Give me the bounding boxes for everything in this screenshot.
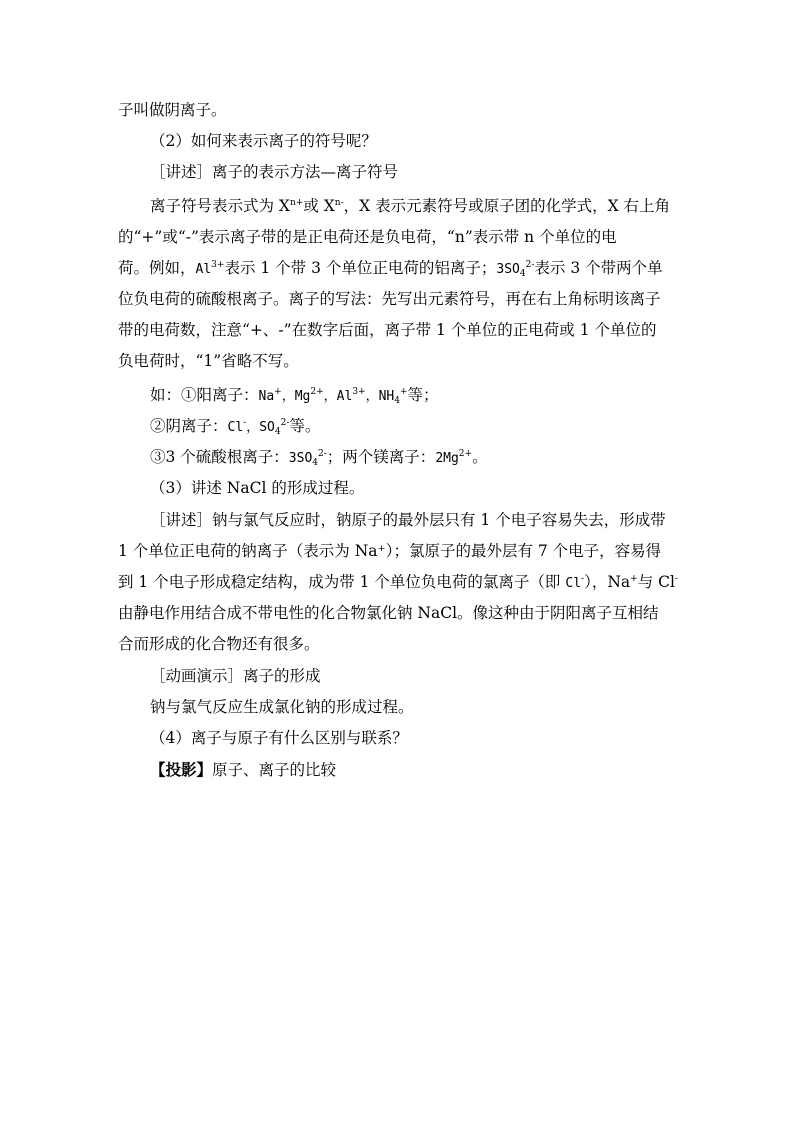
lecture-heading: ［讲述］离子的表示方法—离子符号 (150, 163, 399, 181)
paragraph-line: 位负电荷的硫酸根离子。离子的写法：先写出元素符号，再在右上角标明该离子 (118, 290, 661, 308)
paragraph-line: 荷。例如，$Al^{3+}$表示 1 个带 3 个单位正电荷的铝离子；$3SO_4^{2-}$表示 3 个带两个单 (118, 259, 663, 279)
paragraph-line: 的“+”或“-”表示离子带的是正电荷还是负电荷，“n”表示带 n 个单位的电 (118, 228, 617, 246)
question-4: （4）离子与原子有什么区别与联系？ (150, 729, 408, 747)
paragraph-line: 子叫做阴离子。 (118, 101, 227, 119)
paragraph-line: ［讲述］钠与氯气反应时，钠原子的最外层只有 1 个电子容易失去，形成带 (150, 511, 666, 529)
paragraph-line: 合而形成的化合物还有很多。 (118, 635, 320, 653)
paragraph-line: 1 个单位正电荷的钠离子（表示为 Na⁺）；氯原子的最外层有 7 个电子，容易得 (118, 542, 662, 560)
example-cations: 如：①阳离子：Na+，$Mg^{2+}$，$Al^{3+}$，$NH_4^+$等； (150, 386, 439, 406)
projection-heading: 【投影】原子、离子的比较 (150, 760, 337, 779)
paragraph-line: 负电荷时，“1”省略不写。 (118, 352, 299, 370)
paragraph-line: 离子符号表示式为 $X^{n+}$或 $X^{n-}$，X 表示元素符号或原子团的化学式，X 右上角 (150, 197, 671, 215)
question-2: （2）如何来表示离子的符号呢？ (150, 132, 377, 150)
paragraph-line: 由静电作用结合成不带电性的化合物氯化钠 NaCl。像这种由于阴阳离子互相结 (118, 604, 659, 622)
example-counts: ③3 个硫酸根离子：$3SO_4^{2-}$；两个镁离子：$2Mg^{2+}$。 (150, 448, 488, 468)
animation-heading: ［动画演示］离子的形成 (150, 667, 321, 685)
paragraph-line: 带的电荷数，注意“+、-”在数字后面，离子带 1 个单位的正电荷或 1 个单位的 (118, 321, 657, 339)
paragraph-line: 到 1 个电子形成稳定结构，成为带 1 个单位负电荷的氯离子（即 Cl-），Na+与 Cl- (118, 573, 678, 591)
question-3: （3）讲述 NaCl 的形成过程。 (150, 479, 365, 497)
paragraph-line: 钠与氯气反应生成氯化钠的形成过程。 (150, 698, 414, 716)
example-anions: ②阴离子：Cl-，$SO_4^{2-}$等。 (150, 417, 321, 437)
